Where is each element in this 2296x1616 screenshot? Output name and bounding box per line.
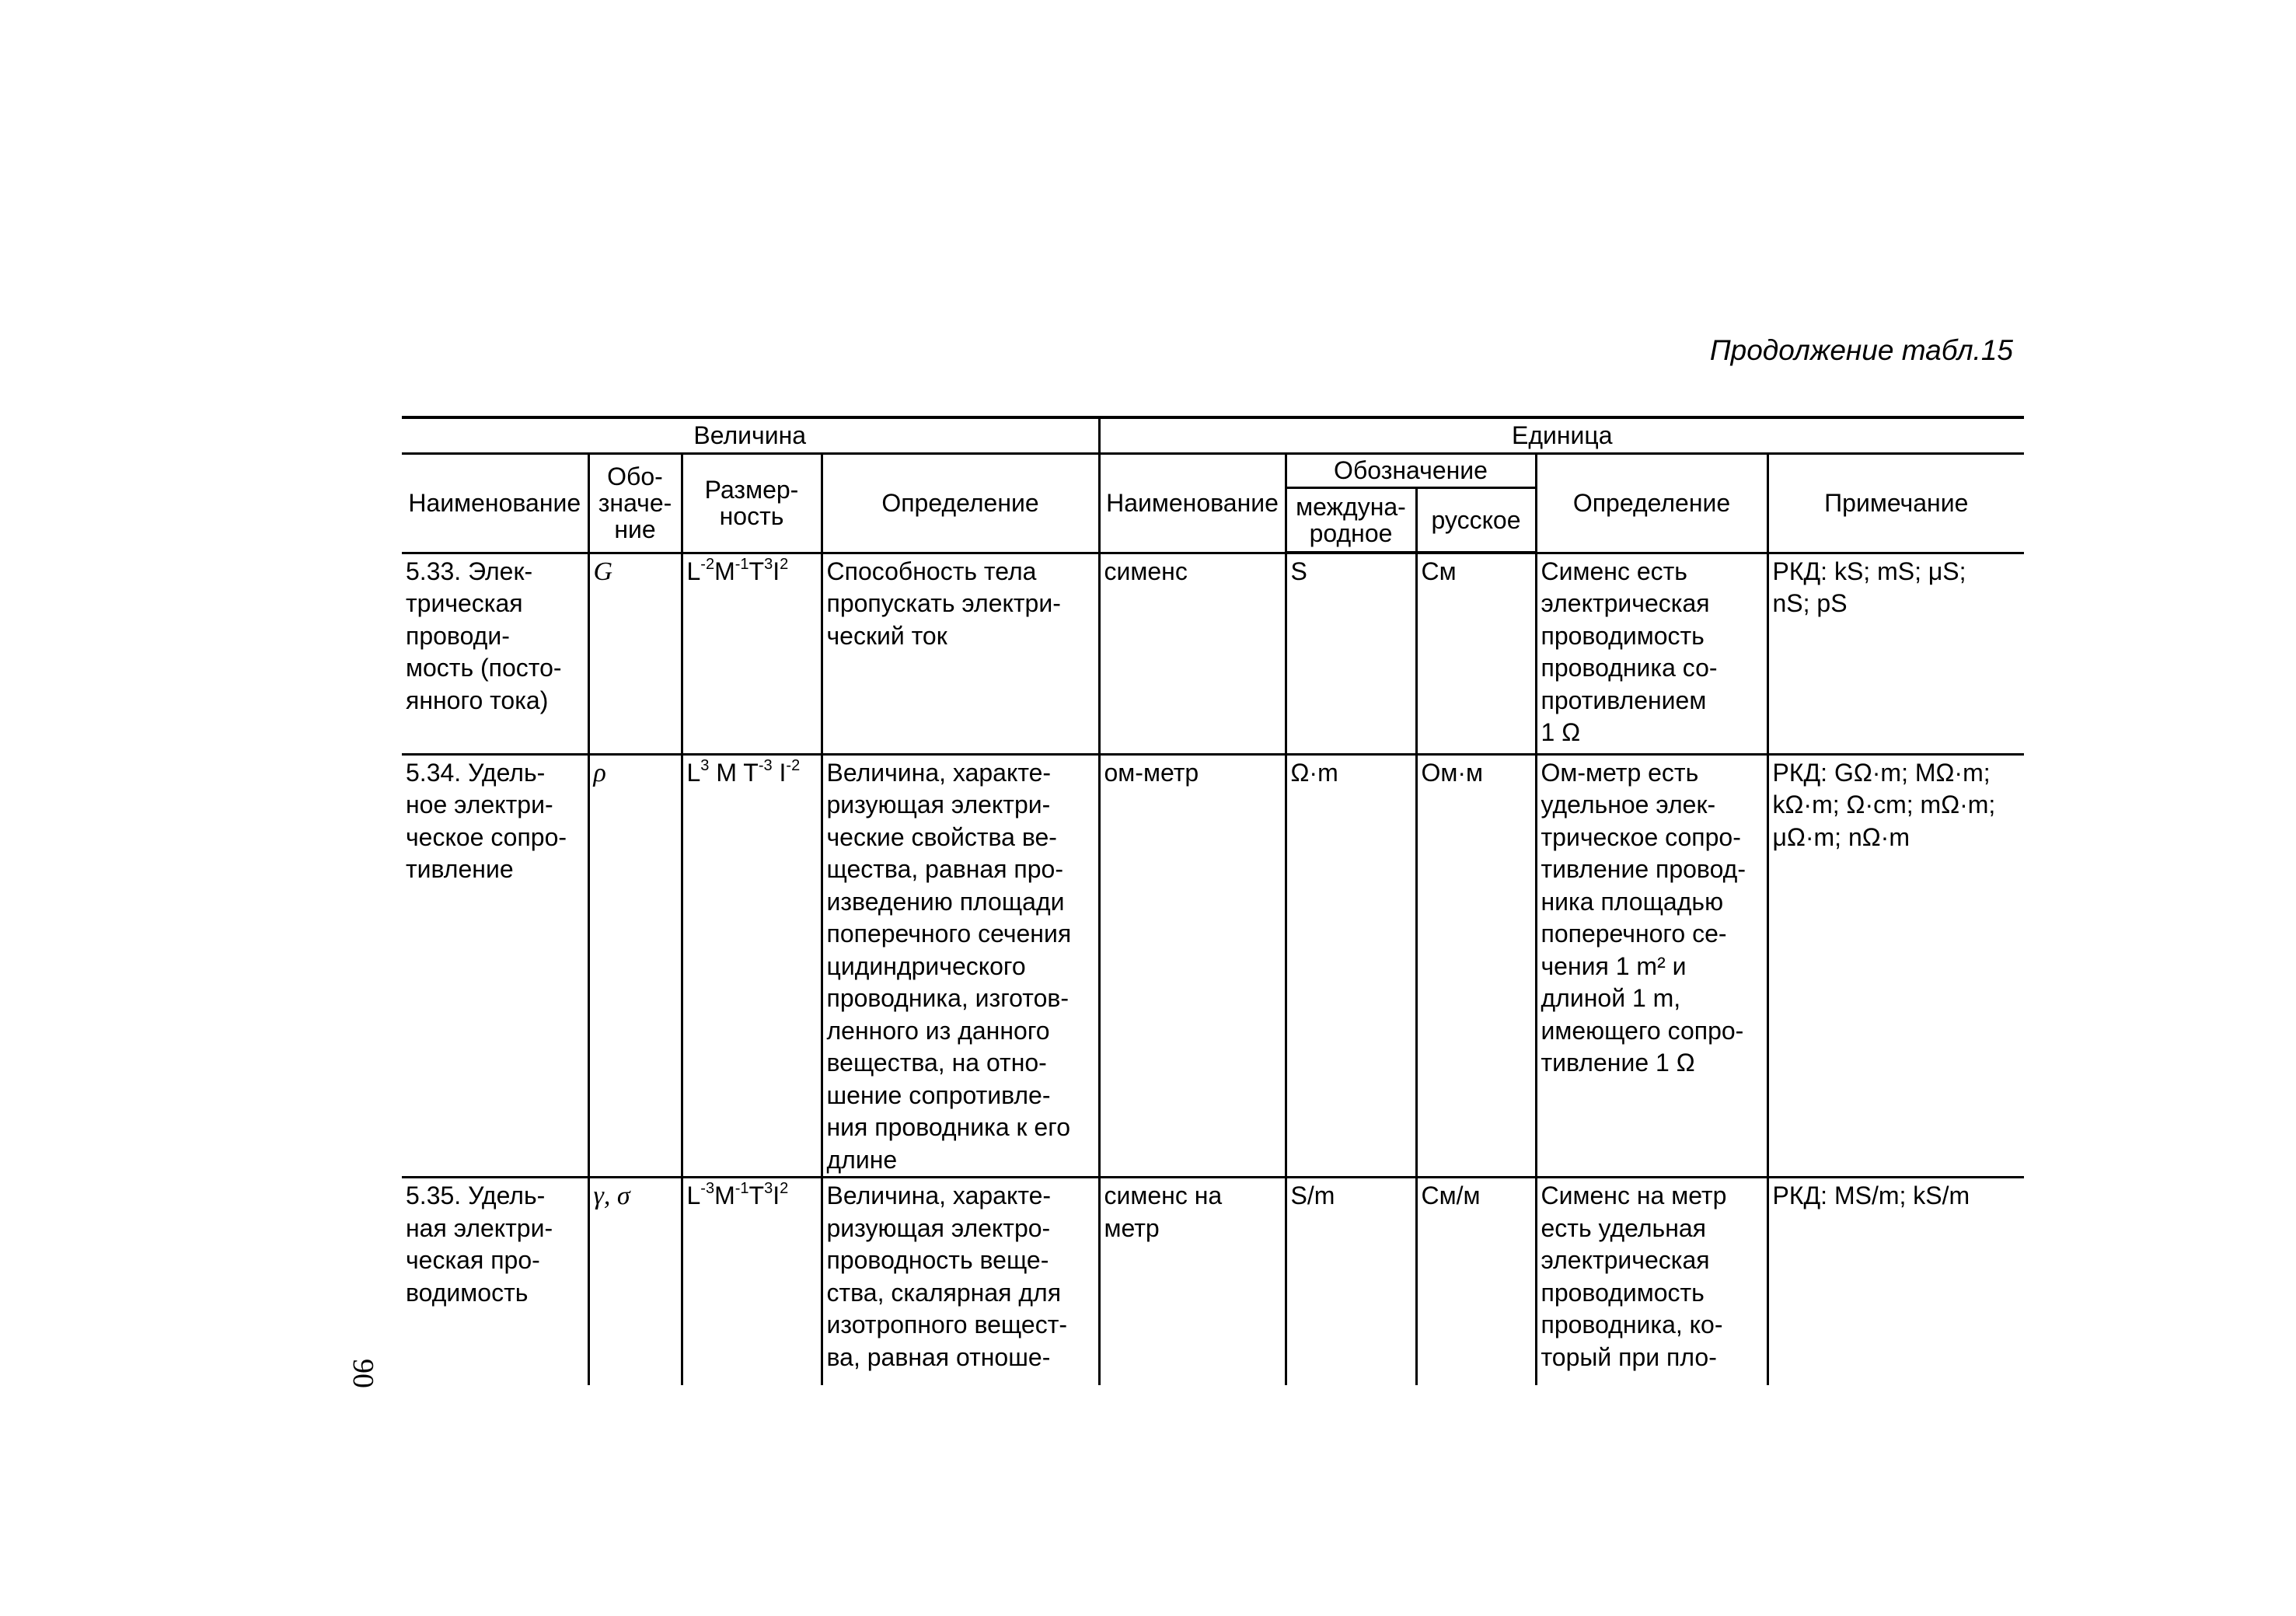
- header-unit-designation: Обозначение: [1286, 453, 1536, 487]
- quantity-definition: Величина, характе- ризующая электро- проводность веще- ства, скалярная для изотропного вещест- ва, равная отноше-: [822, 1178, 1099, 1385]
- header-quantity-group: Величина: [402, 417, 1099, 453]
- header-unit-note: Примечание: [1767, 453, 2024, 553]
- quantity-name: 5.34. Удель- ное электри- ческое сопро- тивление: [402, 754, 588, 1178]
- header-designation-international: междуна- родное: [1286, 487, 1416, 553]
- quantity-definition: Величина, характе- ризующая электри- ческие свойства ве- щества, равная про- изведению площади поперечного сечения цидиндрического проводника, изготов- ленного из данного вещества, на отно- шение сопротивле- ния проводника к его длине: [822, 754, 1099, 1178]
- unit-name: ом-метр: [1099, 754, 1286, 1178]
- header-quantity-name: Наименование: [402, 453, 588, 553]
- unit-russian-symbol: Ом·м: [1416, 754, 1536, 1178]
- quantity-dimension: $L^3$ M $T^{-3}$ $I^{-2}$: [682, 754, 822, 1178]
- unit-international-symbol: Ω·m: [1286, 754, 1416, 1178]
- unit-russian-symbol: См/м: [1416, 1178, 1536, 1385]
- quantity-definition: Способность тела пропускать электри- ческий ток: [822, 553, 1099, 754]
- header-designation-russian: русское: [1416, 487, 1536, 553]
- units-table: [402, 416, 2024, 1385]
- header-quantity-definition: Определение: [822, 453, 1099, 553]
- quantity-name: 5.33. Элек- трическая проводи- мость (посто- янного тока): [402, 553, 588, 754]
- unit-definition: Ом-метр есть удельное элек- трическое сопро- тивление провод- ника площадью поперечного се- чения 1 m² и длиной 1 m, имеющего сопро- тивление 1 Ω: [1536, 754, 1767, 1178]
- unit-russian-symbol: См: [1416, 553, 1536, 754]
- unit-note: РКД: GΩ·m; MΩ·m; kΩ·m; Ω·cm; mΩ·m; μΩ·m; nΩ·m: [1767, 754, 2024, 1178]
- header-unit-group: Единица: [1099, 417, 2024, 453]
- header-quantity-symbol: Обо- значе- ние: [588, 453, 682, 553]
- unit-international-symbol: S/m: [1286, 1178, 1416, 1385]
- quantity-symbol: γ, σ: [588, 1178, 682, 1385]
- unit-definition: Сименс на метр есть удельная электрическая проводимость проводника, ко- торый при пло-: [1536, 1178, 1767, 1385]
- quantity-symbol: G: [588, 553, 682, 754]
- table-row: [402, 1178, 2024, 1385]
- quantity-name: 5.35. Удель- ная электри- ческая про- водимость: [402, 1178, 588, 1385]
- unit-note: РКД: MS/m; kS/m: [1767, 1178, 2024, 1385]
- unit-name: сименс на метр: [1099, 1178, 1286, 1385]
- header-unit-definition: Определение: [1536, 453, 1767, 553]
- table-row: [402, 553, 2024, 754]
- unit-name: сименс: [1099, 553, 1286, 754]
- quantity-dimension: $L^{-3}M^{-1}T^3I^2$: [682, 1178, 822, 1385]
- quantity-dimension: $L^{-2}M^{-1}T^3I^2$: [682, 553, 822, 754]
- quantity-symbol: ρ: [588, 754, 682, 1178]
- unit-definition: Сименс есть электрическая проводимость проводника со- противлением 1 Ω: [1536, 553, 1767, 754]
- unit-international-symbol: S: [1286, 553, 1416, 754]
- header-quantity-dimension: Размер- ность: [682, 453, 822, 553]
- table-row: [402, 754, 2024, 1178]
- page-number: 90: [347, 1359, 379, 1388]
- table-caption: Продолжение табл.15: [1709, 334, 2013, 366]
- unit-note: РКД: kS; mS; μS; nS; pS: [1767, 553, 2024, 754]
- header-unit-name: Наименование: [1099, 453, 1286, 553]
